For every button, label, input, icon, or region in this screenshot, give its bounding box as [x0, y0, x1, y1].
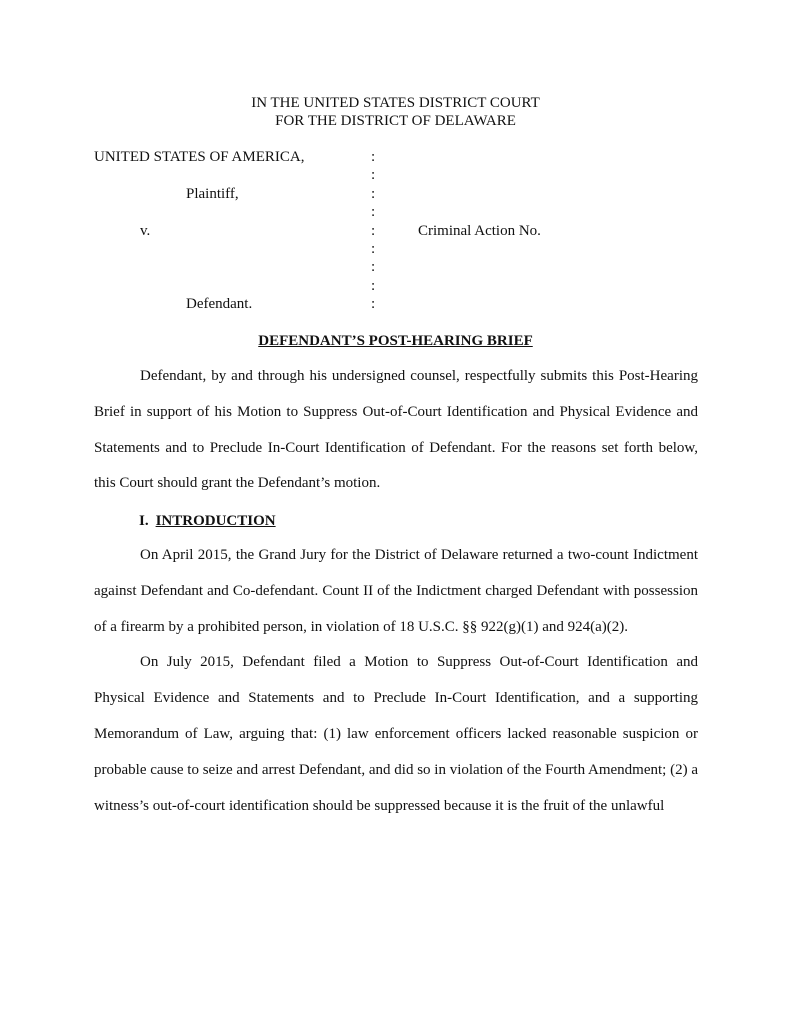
caption-colon: : [371, 222, 376, 239]
plaintiff-role: Plaintiff, [186, 186, 239, 202]
section-number: I. [139, 513, 149, 529]
plaintiff-name: UNITED STATES OF AMERICA, [94, 149, 305, 165]
caption-colon: : [371, 204, 376, 221]
intro-paragraph: Defendant, by and through his undersigned counsel, respectfully submits this Post-Hearing Brief in support of his Motion to Suppress Out-of-Court Identification and Physical Evidence and Statements and to Preclude In-Court Identification of Defendant. For the reasons set forth below, this Court should grant the Defendant’s motion. [94, 368, 698, 492]
brief-title: DEFENDANT’S POST-HEARING BRIEF [258, 333, 533, 349]
body-paragraph: On April 2015, the Grand Jury for the District of Delaware returned a two-count Indictment against Defendant and Co-defendant. Count II of the Indictment charged Defendant with possession of a firearm by a prohibited person, in violation of 18 U.S.C. §§ 922(g)(1) and 924(a)(2). [94, 547, 698, 635]
court-header [0, 94, 791, 130]
court-district: FOR THE DISTRICT OF DELAWARE [275, 113, 516, 129]
versus-label: v. [140, 223, 151, 239]
section-heading [139, 511, 276, 531]
court-name: IN THE UNITED STATES DISTRICT COURT [251, 95, 540, 111]
criminal-action-label: Criminal Action No. [418, 223, 541, 239]
body-paragraph-block [94, 538, 698, 824]
defendant-role: Defendant. [186, 296, 253, 312]
caption-colon: : [371, 185, 376, 202]
body-paragraph: On July 2015, Defendant filed a Motion to Suppress Out-of-Court Identification and Physical Evidence and Statements and to Preclude In-Court Identification, and a supporting Memorandum of Law, arguing that: (1) law enforcement officers lacked reasonable suspicion or probable cause to seize and arrest Defendant, and did so in violation of the Fourth Amendment; (2) a witness’s out-of-court identification should be suppressed because it is the fruit of the unlawful [94, 654, 698, 814]
caption-colon: : [371, 259, 376, 276]
caption-colon: : [371, 296, 376, 313]
caption-colon: : [371, 241, 376, 257]
intro-paragraph-block [94, 359, 698, 502]
caption-colon: : [371, 167, 376, 184]
caption-colon: : [371, 149, 376, 165]
section-title: INTRODUCTION [155, 513, 276, 529]
caption-colon: : [371, 277, 376, 294]
